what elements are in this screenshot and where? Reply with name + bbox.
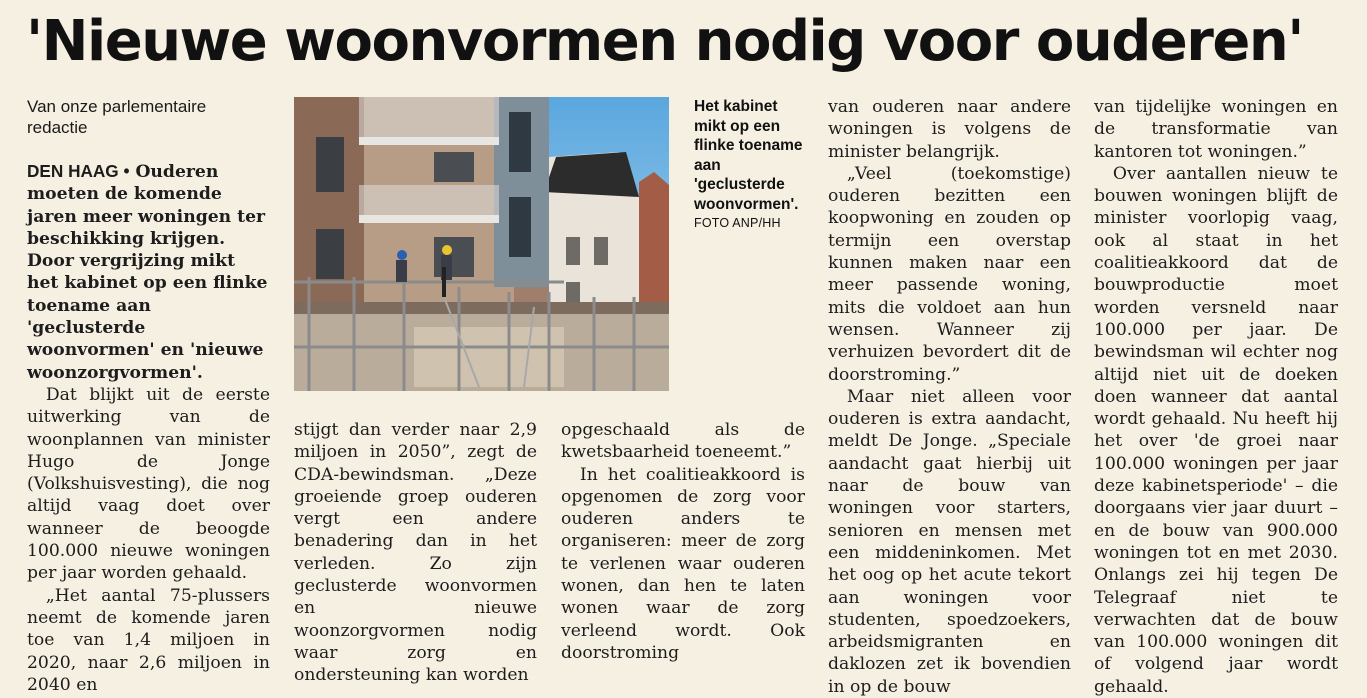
body-paragraph: „Veel (toekomstige) ouderen bezitten een koopwoning en zouden op termijn een overstap kunnen maken naar een meer passende woning, mits die voldoet aan hun wensen. Wanneer zij verhuizen bevordert dit de doorstroming.” [828, 163, 1071, 385]
lead-text: Ouderen moeten de komende jaren meer woningen ter beschikking krijgen. Door vergrijzing mikt het kabinet op een flinke toename aan 'geclusterde woonvormen' en 'nieuwe woonzorgvormen'. [27, 162, 268, 383]
body-paragraph: opgeschaald als de kwetsbaarheid toeneemt.” [561, 420, 805, 463]
caption-text: Het kabinet mikt op een flinke toename aan 'geclusterde woonvormen'. [694, 98, 803, 213]
byline: Van onze parlementaire redactie [27, 97, 207, 137]
article-column-4 [828, 96, 1071, 698]
body-paragraph: „Het aantal 75-plussers neemt de komende jaren toe van 1,4 miljoen in 2020, naar 2,6 miljoen in 2040 en [27, 585, 270, 695]
article-column-5 [1094, 96, 1338, 698]
photo-caption [694, 97, 806, 232]
body-paragraph: In het coalitieakkoord is opgenomen de zorg voor ouderen anders te organiseren: meer de zorg te verlenen waar ouderen wonen, dan hen te laten wonen waar de zorg verleend wordt. Ook doorstroming [561, 464, 805, 663]
headline: 'Nieuwe woonvormen nodig voor ouderen' [26, 9, 1303, 74]
body-paragraph: Maar niet alleen voor ouderen is extra aandacht, meldt De Jonge. „Speciale aandacht gaat hierbij uit naar de bouw van woningen voor starters, senioren en mensen met een middeninkomen. Met het oog op het acute tekort aan woningen voor studenten, spoedzoekers, arbeidsmigranten en daklozen zet ik bovendien in op de bouw [828, 386, 1071, 697]
article-photo [294, 97, 669, 391]
article-column-2 [294, 419, 537, 687]
lead-paragraph [27, 160, 270, 384]
body-paragraph: stijgt dan verder naar 2,9 miljoen in 2050”, zegt de CDA-bewindsman. „Deze groeiende groep ouderen vergt een andere benadering dan in het verleden. Zo zijn geclusterde woonvormen en nieuwe woonzorgvormen nodig waar zorg en ondersteuning kan worden [294, 420, 537, 686]
body-paragraph: Dat blijkt uit de eerste uitwerking van de woonplannen van minister Hugo de Jonge (Volkshuisvesting), die nog altijd vaag doet over wanneer de beoogde 100.000 nieuwe woningen per jaar worden gehaald. [27, 384, 270, 584]
article-column-3 [561, 419, 805, 664]
photo-credit: FOTO ANP/HH [694, 216, 781, 230]
body-paragraph: van ouderen naar andere woningen is volgens de minister belangrijk. [828, 97, 1071, 162]
dateline: DEN HAAG • [27, 161, 130, 181]
body-paragraph: Over aantallen nieuw te bouwen woningen blijft de minister voorlopig vaag, ook al staat in het coalitieakkoord dat de bouwproductie moet worden versneld naar 100.000 per jaar. De bewindsman wil echter nog altijd niet uit de doeken doen wanneer dat aantal wordt gehaald. Nu heeft hij het over 'de groei naar 100.000 woningen per jaar deze kabinetsperiode' – die doorgaans vier jaar duurt – en de bouw van 900.000 woningen tot en met 2030. Onlangs zei hij tegen De Telegraaf niet te verwachten dat de bouw van 100.000 woningen dit of volgend jaar wordt gehaald. [1094, 163, 1338, 697]
article-column-1 [27, 160, 270, 696]
body-paragraph: van tijdelijke woningen en de transformatie van kantoren tot woningen.” [1094, 97, 1338, 162]
